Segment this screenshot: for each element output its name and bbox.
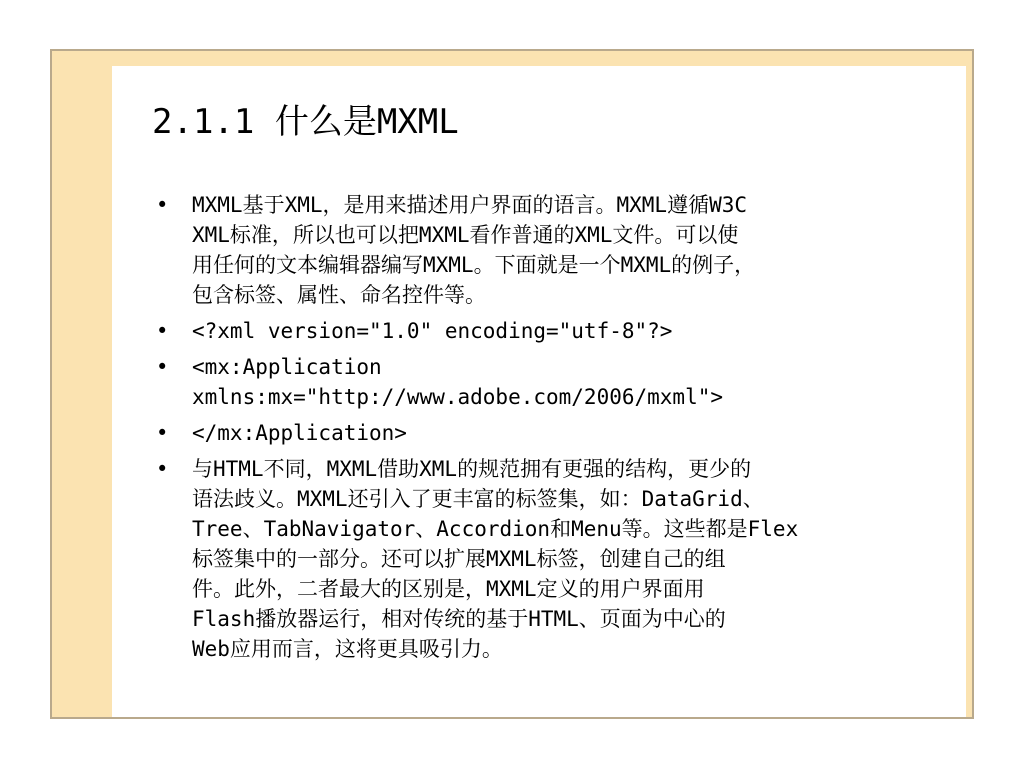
bullet-item-xml-declaration <box>154 316 954 346</box>
slide-content <box>112 66 966 717</box>
bullet-line: 用任何的文本编辑器编写MXML。下面就是一个MXML的例子， <box>192 253 756 277</box>
bullet-line: Tree、TabNavigator、Accordion和Menu等。这些都是Flex <box>192 517 799 541</box>
bullet-item-application-close <box>154 418 954 448</box>
bullet-line: xmlns:mx="http://www.adobe.com/2006/mxml"> <box>192 385 724 409</box>
bullet-line: 语法歧义。MXML还引入了更丰富的标签集，如：DataGrid、 <box>192 487 764 511</box>
bullet-line: <mx:Application <box>192 355 382 379</box>
bullet-line: <?xml version="1.0" encoding="utf-8"?> <box>192 319 673 343</box>
bullet-dot: • <box>156 421 169 445</box>
bullet-text <box>192 418 954 448</box>
bullet-line: 包含标签、属性、命名控件等。 <box>192 283 486 307</box>
bullet-line: MXML基于XML，是用来描述用户界面的语言。MXML遵循W3C <box>192 193 748 217</box>
bullet-line: 件。此外，二者最大的区别是，MXML定义的用户界面用 <box>192 577 705 601</box>
bullet-dot: • <box>156 319 169 343</box>
bullet-line: Flash播放器运行，相对传统的基于HTML、页面为中心的 <box>192 607 726 631</box>
bullet-line: </mx:Application> <box>192 421 407 445</box>
bullet-text <box>192 316 954 346</box>
bullet-dot: • <box>156 355 169 379</box>
bullet-item-application-open <box>154 352 954 412</box>
bullet-item-intro <box>154 190 954 310</box>
bullet-item-comparison <box>154 454 954 664</box>
slide-title: 2.1.1 什么是MXML <box>152 102 459 142</box>
bullet-line: 标签集中的一部分。还可以扩展MXML标签，创建自己的组 <box>192 547 726 571</box>
bullet-text <box>192 190 954 310</box>
bullet-list <box>154 190 954 670</box>
bullet-line: Web应用而言，这将更具吸引力。 <box>192 637 503 661</box>
bullet-dot: • <box>156 193 169 217</box>
bullet-dot: • <box>156 457 169 481</box>
bullet-line: XML标准，所以也可以把MXML看作普通的XML文件。可以使 <box>192 223 739 247</box>
bullet-text <box>192 352 954 412</box>
bullet-line: 与HTML不同，MXML借助XML的规范拥有更强的结构，更少的 <box>192 457 752 481</box>
bullet-text <box>192 454 954 664</box>
